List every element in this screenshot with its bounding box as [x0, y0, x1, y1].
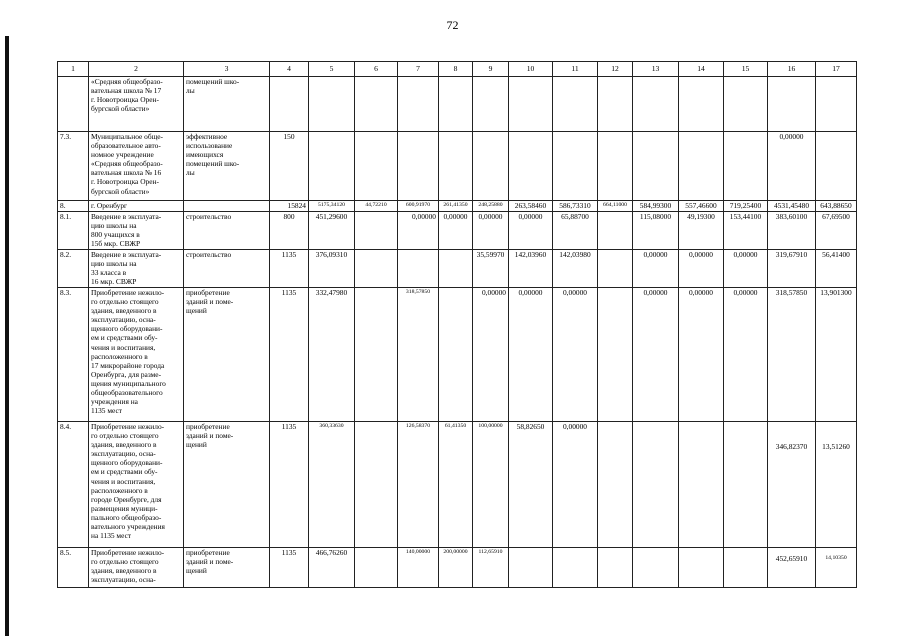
activity-cell: строительство	[184, 212, 270, 250]
value-cell	[679, 77, 724, 132]
header-cell: 12	[598, 62, 633, 77]
value-cell: 14,10350	[816, 548, 857, 588]
value-cell: 0,00000	[679, 288, 724, 422]
table-row	[58, 212, 857, 250]
value-cell: 0,00000	[473, 288, 509, 422]
value-cell	[309, 132, 355, 201]
binding-edge	[5, 36, 9, 636]
capacity-cell: 1135	[270, 548, 309, 588]
value-cell	[633, 422, 679, 548]
row-number-cell: 8.1.	[58, 212, 89, 250]
value-cell: 664,11000	[598, 201, 633, 212]
object-name-cell: г. Оренбург	[89, 201, 184, 212]
header-cell: 5	[309, 62, 355, 77]
value-cell: 13,51260	[816, 422, 857, 548]
value-cell: 49,19300	[679, 212, 724, 250]
value-cell	[598, 212, 633, 250]
value-cell	[509, 132, 553, 201]
value-cell: 140,00000	[398, 548, 439, 588]
value-cell	[724, 77, 768, 132]
value-cell: 142,03980	[553, 250, 598, 288]
capacity-cell: 1135	[270, 288, 309, 422]
value-cell: 643,88650	[816, 201, 857, 212]
value-cell	[816, 132, 857, 201]
object-name-cell: «Средняя общеобразо- вательная школа № 17 г. Новотроицка Орен- бургской области»	[89, 77, 184, 132]
capacity-cell: 1135	[270, 422, 309, 548]
header-cell: 4	[270, 62, 309, 77]
value-cell: 200,00000	[439, 548, 473, 588]
value-cell: 451,29600	[309, 212, 355, 250]
row-number-cell: 8.	[58, 201, 89, 212]
value-cell	[724, 132, 768, 201]
value-cell	[439, 77, 473, 132]
value-cell	[598, 422, 633, 548]
value-cell: 0,00000	[509, 288, 553, 422]
value-cell: 61,41350	[439, 422, 473, 548]
value-cell: 35,59970	[473, 250, 509, 288]
value-cell	[679, 548, 724, 588]
budget-table	[57, 61, 857, 588]
table-row	[58, 548, 857, 588]
value-cell: 0,00000	[398, 212, 439, 250]
table-row	[58, 77, 857, 132]
value-cell: 319,67910	[768, 250, 816, 288]
capacity-cell: 150	[270, 132, 309, 201]
object-name-cell: Приобретение нежило- го отдельно стоящего здания, введенного в эксплуатацию, осна-	[89, 548, 184, 588]
value-cell	[679, 132, 724, 201]
activity-cell: строительство	[184, 250, 270, 288]
value-cell: 719,25400	[724, 201, 768, 212]
value-cell: 0,00000	[509, 212, 553, 250]
value-cell: 153,44100	[724, 212, 768, 250]
value-cell: 0,00000	[553, 288, 598, 422]
value-cell	[473, 77, 509, 132]
header-cell: 15	[724, 62, 768, 77]
capacity-cell: 15824	[270, 201, 309, 212]
value-cell	[473, 132, 509, 201]
header-cell: 8	[439, 62, 473, 77]
value-cell	[816, 77, 857, 132]
value-cell	[439, 250, 473, 288]
activity-cell: помещений шко- лы	[184, 77, 270, 132]
value-cell	[355, 288, 398, 422]
value-cell: 376,09310	[309, 250, 355, 288]
header-cell: 14	[679, 62, 724, 77]
value-cell: 584,99300	[633, 201, 679, 212]
value-cell	[355, 548, 398, 588]
value-cell	[633, 132, 679, 201]
capacity-cell: 1135	[270, 250, 309, 288]
header-cell: 6	[355, 62, 398, 77]
value-cell	[598, 548, 633, 588]
value-cell	[509, 548, 553, 588]
value-cell: 318,57850	[398, 288, 439, 422]
value-cell	[439, 132, 473, 201]
value-cell: 0,00000	[473, 212, 509, 250]
value-cell	[633, 548, 679, 588]
value-cell	[398, 250, 439, 288]
header-cell: 13	[633, 62, 679, 77]
row-number-cell: 8.2.	[58, 250, 89, 288]
value-cell: 600,91970	[398, 201, 439, 212]
value-cell: 0,00000	[633, 250, 679, 288]
object-name-cell: Приобретение нежило- го отдельно стоящего здания, введенного в эксплуатацию, осна- щенного оборудовани- ем и средствами обу- чения и воспитания, расположенного в 17 микрорайоне города Оренбурга, для разме- щения муниципального общеобразовательного учреждения на 1135 мест	[89, 288, 184, 422]
value-cell: 13,901300	[816, 288, 857, 422]
object-name-cell: Введение в эксплуата- цию школы на 33 класса в 16 мкр. СВЖР	[89, 250, 184, 288]
value-cell: 126,58370	[398, 422, 439, 548]
value-cell	[398, 132, 439, 201]
value-cell: 0,00000	[633, 288, 679, 422]
table-row	[58, 132, 857, 201]
header-row	[58, 62, 857, 77]
value-cell: 58,82650	[509, 422, 553, 548]
value-cell: 65,88700	[553, 212, 598, 250]
table-row	[58, 288, 857, 422]
value-cell	[768, 77, 816, 132]
value-cell: 557,46600	[679, 201, 724, 212]
value-cell: 466,76260	[309, 548, 355, 588]
value-cell	[724, 548, 768, 588]
header-cell: 2	[89, 62, 184, 77]
value-cell	[355, 77, 398, 132]
value-cell: 0,00000	[679, 250, 724, 288]
activity-cell: приобретение зданий и поме- щений	[184, 288, 270, 422]
value-cell: 0,00000	[724, 250, 768, 288]
value-cell	[355, 422, 398, 548]
header-cell: 9	[473, 62, 509, 77]
header-cell: 3	[184, 62, 270, 77]
value-cell: 261,41350	[439, 201, 473, 212]
row-number-cell: 8.4.	[58, 422, 89, 548]
object-name-cell: Муниципальное обще- образовательное авто- номное учреждение «Средняя общеобразо- вательная школа № 16 г. Новотроицка Орен- бургской области»	[89, 132, 184, 201]
header-cell: 7	[398, 62, 439, 77]
value-cell: 586,73310	[553, 201, 598, 212]
header-cell: 11	[553, 62, 598, 77]
value-cell	[553, 548, 598, 588]
activity-cell	[184, 201, 270, 212]
value-cell	[309, 77, 355, 132]
page-number: 72	[446, 18, 459, 32]
value-cell	[553, 77, 598, 132]
value-cell: 318,57850	[768, 288, 816, 422]
table-row	[58, 250, 857, 288]
value-cell: 112,65910	[473, 548, 509, 588]
table-row	[58, 201, 857, 212]
value-cell	[355, 132, 398, 201]
activity-cell: приобретение зданий и поме- щений	[184, 422, 270, 548]
value-cell	[598, 132, 633, 201]
value-cell	[724, 422, 768, 548]
header-cell: 10	[509, 62, 553, 77]
row-number-cell: 7.3.	[58, 132, 89, 201]
value-cell: 56,41400	[816, 250, 857, 288]
value-cell	[439, 288, 473, 422]
value-cell	[355, 212, 398, 250]
header-cell: 16	[768, 62, 816, 77]
object-name-cell: Приобретение нежило- го отдельно стоящего здания, введенного в эксплуатацию, осна- щенного оборудовани- ем и средствами обу- чения и воспитания, расположенного в городе Оренбурге, для размещения муници- пального общеобразо- вательного учреждения на 1135 мест	[89, 422, 184, 548]
value-cell	[553, 132, 598, 201]
value-cell: 5175,34120	[309, 201, 355, 212]
row-number-cell: 8.5.	[58, 548, 89, 588]
value-cell	[398, 77, 439, 132]
value-cell: 332,47980	[309, 288, 355, 422]
value-cell: 346,82370	[768, 422, 816, 548]
value-cell: 0,00000	[553, 422, 598, 548]
value-cell: 0,00000	[768, 132, 816, 201]
value-cell	[633, 77, 679, 132]
value-cell	[598, 288, 633, 422]
header-cell: 1	[58, 62, 89, 77]
value-cell	[598, 250, 633, 288]
object-name-cell: Введение в эксплуата- цию школы на 800 учащихся в 15б мкр. СВЖР	[89, 212, 184, 250]
capacity-cell	[270, 77, 309, 132]
value-cell: 142,03960	[509, 250, 553, 288]
value-cell	[598, 77, 633, 132]
value-cell: 263,58460	[509, 201, 553, 212]
value-cell: 0,00000	[439, 212, 473, 250]
value-cell: 115,08000	[633, 212, 679, 250]
value-cell: 248,25880	[473, 201, 509, 212]
activity-cell: приобретение зданий и поме- щений	[184, 548, 270, 588]
capacity-cell: 800	[270, 212, 309, 250]
value-cell	[355, 250, 398, 288]
value-cell: 100,00000	[473, 422, 509, 548]
value-cell	[509, 77, 553, 132]
row-number-cell: 8.3.	[58, 288, 89, 422]
value-cell: 44,72210	[355, 201, 398, 212]
value-cell: 4531,45480	[768, 201, 816, 212]
value-cell: 452,65910	[768, 548, 816, 588]
value-cell	[679, 422, 724, 548]
value-cell: 360,33630	[309, 422, 355, 548]
value-cell: 383,60100	[768, 212, 816, 250]
row-number-cell	[58, 77, 89, 132]
activity-cell: эффективное использование имеющихся помещений шко- лы	[184, 132, 270, 201]
value-cell: 67,69500	[816, 212, 857, 250]
header-cell: 17	[816, 62, 857, 77]
value-cell: 0,00000	[724, 288, 768, 422]
table-row	[58, 422, 857, 548]
